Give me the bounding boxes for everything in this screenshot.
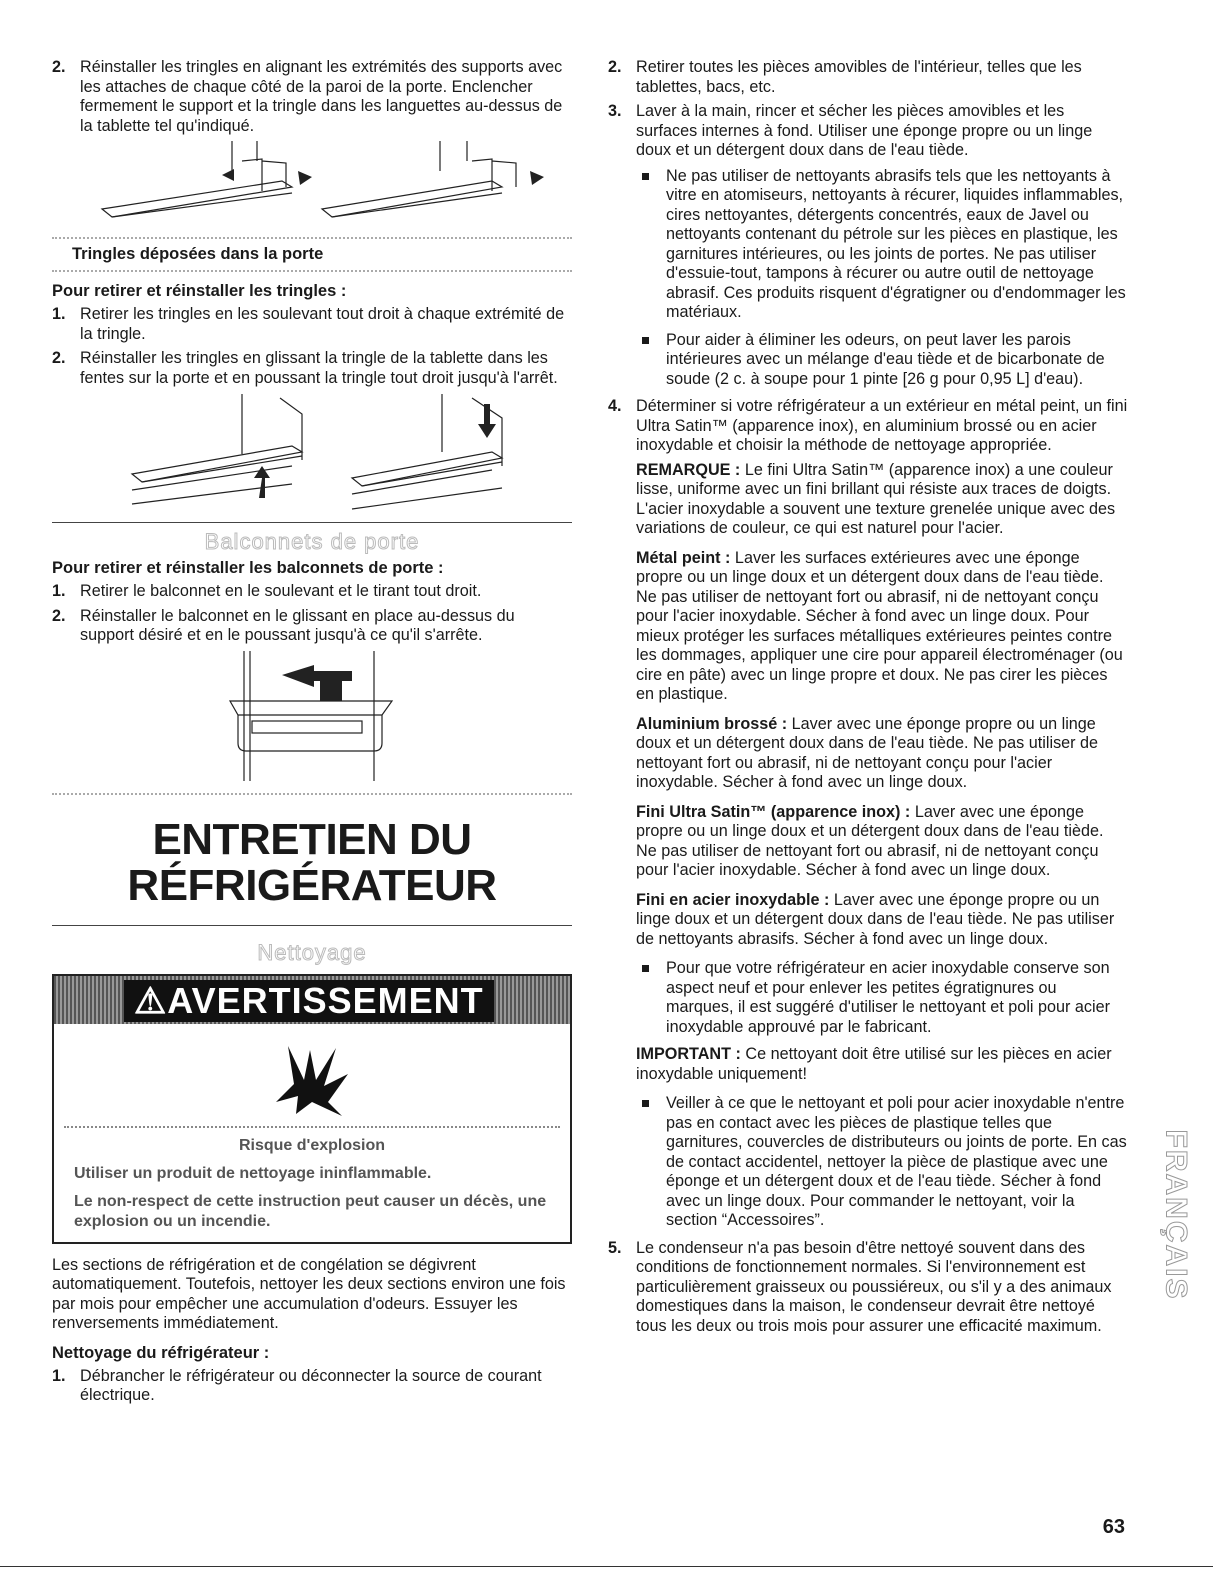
stainless-text: Laver avec une éponge propre ou un linge doux et un détergent doux dans de l'eau tiède. Ne pas utiliser de nettoyants abrasifs. Sécher à fond avec un linge doux. (636, 890, 1115, 948)
step-number: 2. (52, 58, 66, 76)
clean-heading: Nettoyage du réfrigérateur : (52, 1343, 270, 1362)
bullet-text: Veiller à ce que le nettoyant et poli pour acier inoxydable n'entre pas en contact avec les pièces de plastique telles que garnitures, couvercles de distributeurs ou joints de porte. En cas de contact accidentel, nettoyer la pièce de plastique avec une éponge et un détergent doux et de l'eau tiède. Sécher à fond avec un linge doux. Pour commander le nettoyant, voir la section “Accessoires”. (666, 1094, 1127, 1229)
clean-step (608, 58, 1128, 97)
bullet-marker (642, 173, 649, 180)
clean-step (608, 102, 1128, 161)
bin-figure (52, 651, 572, 785)
aluminum-paragraph (636, 715, 1128, 793)
bullet-text: Pour que votre réfrigérateur en acier inoxydable conserve son aspect neuf et pour enlever les petites égratignures ou marques, il est suggéré d'utiliser le nettoyant et poli pour acier inoxydable approuvé par le fabricant. (666, 959, 1110, 1036)
remarque-paragraph (636, 461, 1128, 539)
language-side-tab (1160, 1080, 1190, 1350)
title-top-rule (52, 793, 572, 795)
explosion-icon (252, 1040, 372, 1120)
rails-illustration (62, 141, 562, 227)
step-text: Débrancher le réfrigérateur ou déconnecter la source de courant électrique. (80, 1366, 542, 1404)
title-bottom-rule (52, 925, 572, 926)
step-number: 4. (608, 397, 622, 415)
rails-figure (52, 141, 572, 227)
bullet-item (636, 331, 1128, 390)
step-text: Retirer toutes les pièces amovibles de l'intérieur, telles que les tablettes, bacs, etc. (636, 58, 1082, 96)
stainless-paragraph (636, 891, 1128, 950)
bullet-text: Ne pas utiliser de nettoyants abrasifs tels que les nettoyants à vitre en atomiseurs, nettoyants à récurer, liquides inflammables, cires nettoyantes, détergents concentrés, eaux de Javel ou nettoyants contenant du pétrole sur les pièces en plastique, les garnitures intérieures, ou les joints de portes. Ne pas utiliser d'essuie-tout, tampons à récurer ou autre outil de nettoyage abrasif. Ces produits risquent d'égratigner ou d'endommager les matériaux. (666, 166, 1126, 321)
aluminum-text: Laver avec une éponge propre ou un linge doux et un détergent doux dans de l'eau tiède. Ne pas utiliser de nettoyant fort ou abrasif, ni de nettoyant conçu pour l'acier inoxydable. Sécher à fond avec un linge doux. (636, 714, 1099, 791)
bullet-marker (642, 965, 649, 972)
clean-step (608, 397, 1128, 456)
step-number: 1. (52, 305, 66, 323)
figure-caption: Tringles déposées dans la porte (72, 245, 324, 263)
step-number: 2. (52, 349, 66, 367)
section-rule (52, 522, 572, 523)
important-text: Ce nettoyant doit être utilisé sur les pièces en acier inoxydable uniquement! (636, 1045, 1112, 1083)
bullet-marker (642, 1100, 649, 1107)
bins-section-title: Balconnets de porte (204, 529, 420, 554)
step-text: Retirer le balconnet en le soulevant et le tirant tout droit. (80, 582, 482, 600)
defrost-paragraph: Les sections de réfrigération et de congélation se dégivrent automatiquement. Toutefois, nettoyer les deux sections environ une fois par mois pour empêcher une accumulation d'odeurs. Essuyer les renversements immédiatement. (52, 1255, 566, 1332)
stainless-label: Fini en acier inoxydable : (636, 890, 830, 909)
main-title-line2: RÉFRIGÉRATEUR (127, 860, 497, 910)
bullet-text: Pour aider à éliminer les odeurs, on peut laver les parois intérieures avec un mélange d'eau tiède et de bicarbonate de soude (2 c. à soupe pour 1 pinte [26 g pour 0,95 L] d'eau). (666, 330, 1105, 388)
satin-text: Laver avec une éponge propre ou un linge doux et un détergent doux dans de l'eau tiède. Ne pas utiliser de nettoyant fort ou abrasif, ni de nettoyant conçu pour l'acier inoxydable. Sécher à fond avec un linge doux. (636, 802, 1104, 879)
step-number: 1. (52, 1366, 66, 1385)
bullet-item (636, 959, 1128, 1037)
language-label: FRANÇAIS (1159, 1129, 1192, 1301)
page-number: 63 (1102, 1516, 1125, 1538)
satin-paragraph (636, 803, 1128, 881)
warning-line1: Utiliser un produit de nettoyage ininflammable. (74, 1164, 432, 1182)
step-text: Réinstaller les tringles en glissant la tringle de la tablette dans les fentes sur la porte et en poussant la tringle tout droit jusqu'à l'arrêt. (80, 349, 558, 387)
bins-heading: Pour retirer et réinstaller les balconnets de porte : (52, 559, 444, 577)
step-text: Laver à la main, rincer et sécher les pièces amovibles et les surfaces internes à fond. Utiliser une éponge propre ou un linge doux et un détergent doux dans de l'eau tiède. (636, 102, 1093, 159)
rails-heading: Pour retirer et réinstaller les tringles : (52, 282, 347, 300)
warning-box (52, 974, 572, 1244)
step-text: Déterminer si votre réfrigérateur a un extérieur en métal peint, un fini Ultra Satin™ (apparence inox), en aluminium brossé ou en acier inoxydable et choisir la méthode de nettoyage appropriée. (636, 397, 1128, 454)
step-text: Réinstaller le balconnet en le glissant en place au-dessus du support désiré et en le poussant jusqu'à ce qu'il s'arrête. (80, 606, 515, 644)
main-title (52, 814, 572, 910)
clean-step (608, 1239, 1128, 1337)
main-title-line1: ENTRETIEN DU (152, 814, 472, 864)
door-bin-illustration (202, 651, 422, 785)
step-text: Retirer les tringles en les soulevant tout droit à chaque extrémité de la tringle. (80, 305, 565, 343)
step-number: 1. (52, 582, 66, 600)
satin-label: Fini Ultra Satin™ (apparence inox) : (636, 802, 911, 821)
remarque-text: Le fini Ultra Satin™ (apparence inox) a une couleur lisse, uniforme avec un fini brillant qui résiste aux traces de doigts. L'acier inoxydable a souvent une texture grenelée unique avec des variations de couleur, ce qui est naturel pour l'acier. (636, 460, 1116, 537)
warning-line2: Le non-respect de cette instruction peut causer un décès, une explosion ou un incendie. (74, 1192, 547, 1230)
rails-step (52, 305, 572, 344)
warning-header (54, 976, 570, 1024)
painted-metal-paragraph (636, 549, 1128, 705)
step-text: Le condenseur n'a pas besoin d'être nettoyé souvent dans des conditions de fonctionnement normales. Si l'environnement est particulièrement graisseux ou poussiéreux, ou s'il y a des animaux domestiques dans la maison, le condenseur devrait être nettoyé tous les deux ou trois mois pour assurer une efficacité maximum. (636, 1238, 1112, 1335)
aluminum-label: Aluminium brossé : (636, 714, 788, 733)
step-text: Réinstaller les tringles en alignant les extrémités des supports avec les attaches de chaque côté de la paroi de la porte. Enclencher fermement le support et la tringle dans les languettes au-dessus de la tablette tel qu'indiqué. (80, 58, 563, 135)
caption-bottom-rule (52, 270, 572, 272)
painted-metal-label: Métal peint : (636, 548, 731, 567)
footer-rule (0, 1566, 1213, 1567)
bins-step (52, 582, 572, 602)
step-number: 3. (608, 102, 622, 120)
rail-install-step (52, 58, 572, 136)
warning-risk: Risque d'explosion (238, 1136, 386, 1154)
rails-slide-illustration (62, 394, 562, 514)
step-number: 2. (52, 606, 66, 625)
bullet-item (636, 1094, 1128, 1231)
step-number: 2. (608, 58, 622, 76)
warning-label (124, 980, 494, 1022)
finish-notes (608, 461, 1128, 1231)
bullet-item (636, 167, 1128, 323)
bullet-marker (642, 337, 649, 344)
warning-header-text: AVERTISSEMENT (167, 979, 484, 1021)
bins-step (52, 607, 572, 646)
warning-divider (64, 1126, 560, 1128)
painted-metal-text: Laver les surfaces extérieures avec une éponge propre ou un linge doux et un détergent doux dans de l'eau tiède. Ne pas utiliser de nettoyant fort ou abrasif, ni de nettoyant conçu pour l'acier inoxydable. Sécher à fond avec un linge doux. Pour mieux protéger les surfaces métalliques extérieures peintes contre les dommages, appliquer une cire pour appareil électroménager (ou cire en pâte) avec un linge propre et doux. Ne pas cirer les pièces en plastique. (636, 548, 1123, 703)
important-paragraph (636, 1045, 1128, 1084)
warning-triangle-icon: ⚠ (134, 979, 168, 1021)
important-label: IMPORTANT : (636, 1045, 741, 1063)
rails-slide-figure (52, 394, 572, 514)
cleaning-section-title: Nettoyage (257, 939, 367, 965)
left-column (52, 58, 572, 1411)
right-column (608, 58, 1128, 1341)
step-number: 5. (608, 1238, 622, 1257)
rails-step (52, 349, 572, 388)
warning-body (54, 1024, 570, 1242)
clean-step (52, 1367, 572, 1406)
remarque-label: REMARQUE : (636, 460, 741, 479)
